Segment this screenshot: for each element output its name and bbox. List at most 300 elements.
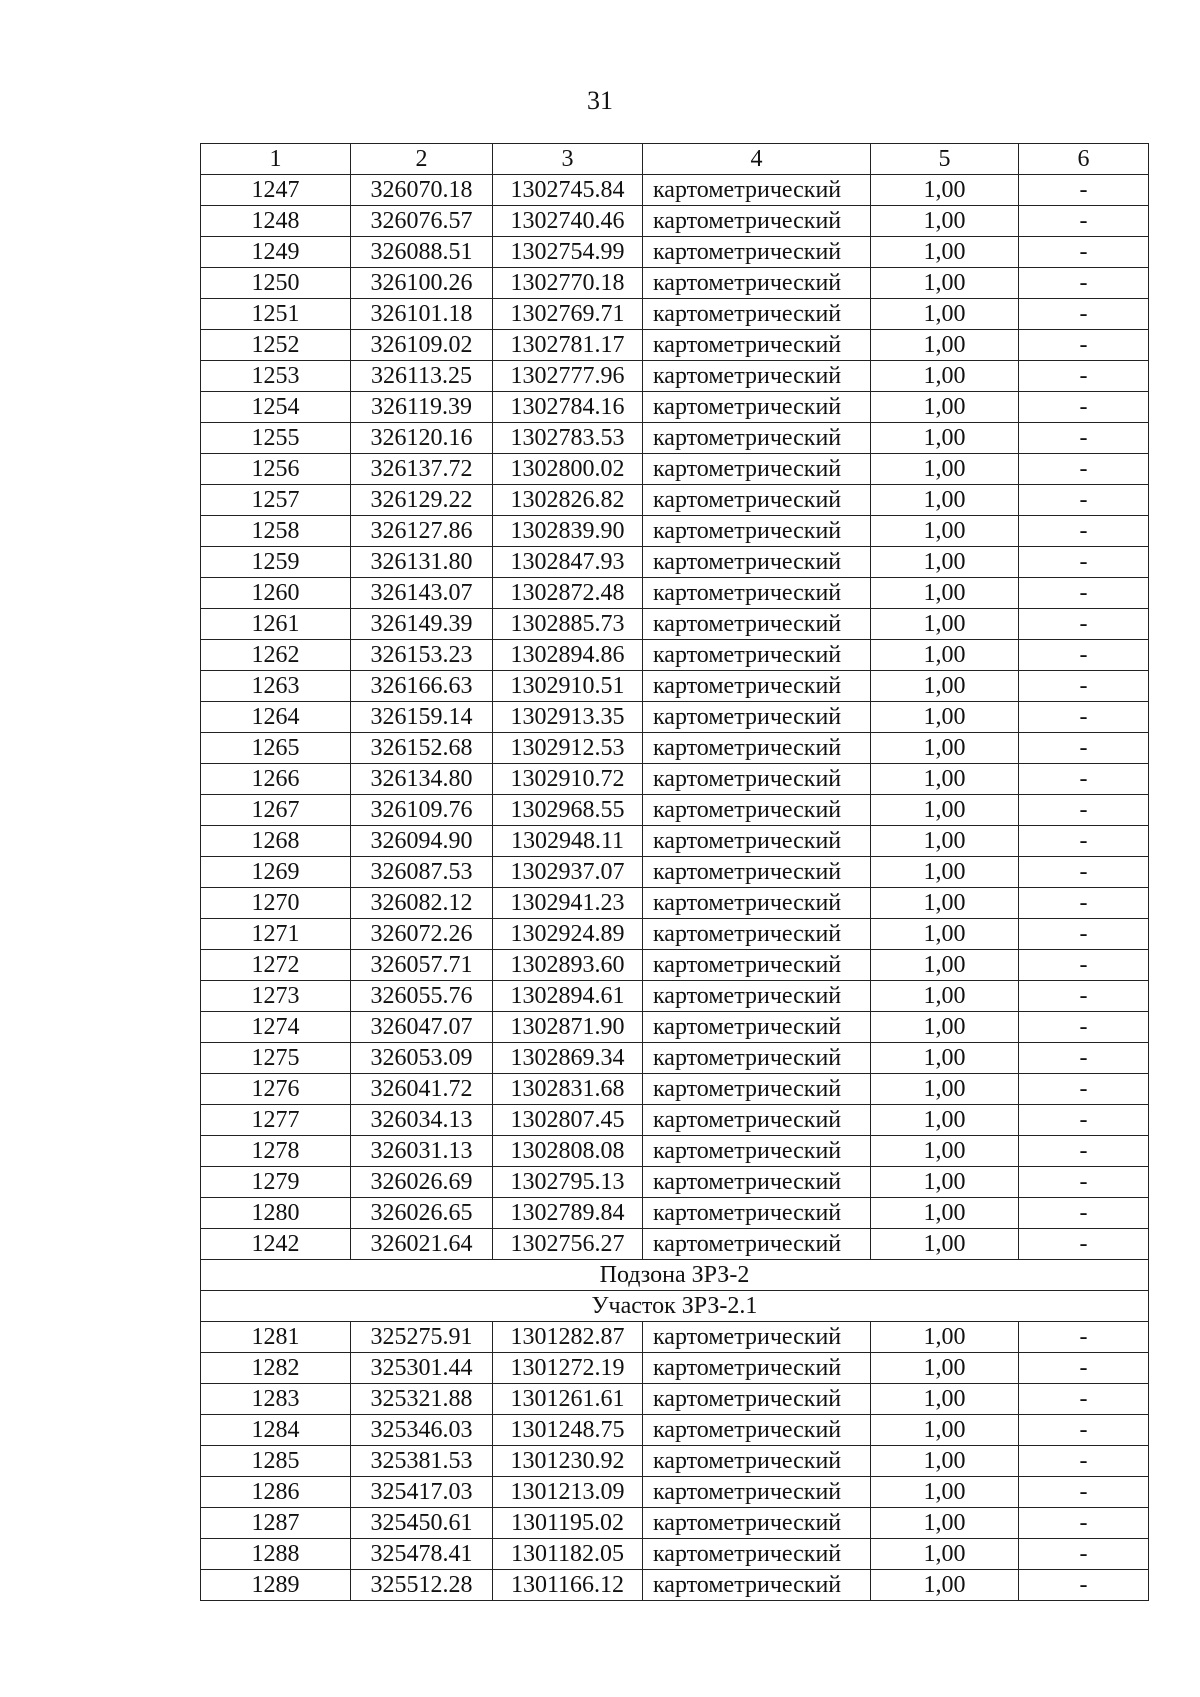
accuracy-cell: 1,00 [871,671,1019,702]
x-coordinate-cell: 326055.76 [351,981,493,1012]
table-row [201,1229,1149,1260]
x-coordinate-cell: 326149.39 [351,609,493,640]
description-cell: - [1019,702,1149,733]
description-cell: - [1019,1043,1149,1074]
accuracy-cell: 1,00 [871,1508,1019,1539]
x-coordinate-cell: 325478.41 [351,1539,493,1570]
method-cell: картометрический [643,1508,871,1539]
y-coordinate-cell: 1301248.75 [493,1415,643,1446]
accuracy-cell: 1,00 [871,857,1019,888]
y-coordinate-cell: 1302871.90 [493,1012,643,1043]
point-number-cell: 1267 [201,795,351,826]
accuracy-cell: 1,00 [871,361,1019,392]
point-number-cell: 1256 [201,454,351,485]
y-coordinate-cell: 1301282.87 [493,1322,643,1353]
x-coordinate-cell: 326082.12 [351,888,493,919]
description-cell: - [1019,671,1149,702]
point-number-cell: 1277 [201,1105,351,1136]
point-number-cell: 1287 [201,1508,351,1539]
point-number-cell: 1269 [201,857,351,888]
y-coordinate-cell: 1302777.96 [493,361,643,392]
accuracy-cell: 1,00 [871,299,1019,330]
x-coordinate-cell: 325417.03 [351,1477,493,1508]
table-row [201,175,1149,206]
point-number-cell: 1273 [201,981,351,1012]
table-row [201,1446,1149,1477]
method-cell: картометрический [643,1539,871,1570]
description-cell: - [1019,423,1149,454]
table-row [201,1539,1149,1570]
description-cell: - [1019,237,1149,268]
table-row [201,1167,1149,1198]
y-coordinate-cell: 1301182.05 [493,1539,643,1570]
x-coordinate-cell: 326101.18 [351,299,493,330]
accuracy-cell: 1,00 [871,578,1019,609]
x-coordinate-cell: 325346.03 [351,1415,493,1446]
table-row [201,764,1149,795]
y-coordinate-cell: 1302910.51 [493,671,643,702]
accuracy-cell: 1,00 [871,1012,1019,1043]
x-coordinate-cell: 325512.28 [351,1570,493,1601]
point-number-cell: 1276 [201,1074,351,1105]
x-coordinate-cell: 326076.57 [351,206,493,237]
table-row [201,671,1149,702]
x-coordinate-cell: 326072.26 [351,919,493,950]
description-cell: - [1019,1229,1149,1260]
y-coordinate-cell: 1302913.35 [493,702,643,733]
accuracy-cell: 1,00 [871,826,1019,857]
method-cell: картометрический [643,330,871,361]
accuracy-cell: 1,00 [871,1415,1019,1446]
accuracy-cell: 1,00 [871,516,1019,547]
y-coordinate-cell: 1302941.23 [493,888,643,919]
table-row [201,826,1149,857]
method-cell: картометрический [643,1415,871,1446]
y-coordinate-cell: 1302894.86 [493,640,643,671]
accuracy-cell: 1,00 [871,1477,1019,1508]
accuracy-cell: 1,00 [871,454,1019,485]
x-coordinate-cell: 326026.65 [351,1198,493,1229]
point-number-cell: 1264 [201,702,351,733]
x-coordinate-cell: 326053.09 [351,1043,493,1074]
description-cell: - [1019,733,1149,764]
y-coordinate-cell: 1301195.02 [493,1508,643,1539]
header-cell: 2 [351,144,493,175]
description-cell: - [1019,1539,1149,1570]
description-cell: - [1019,1012,1149,1043]
y-coordinate-cell: 1302808.08 [493,1136,643,1167]
x-coordinate-cell: 326087.53 [351,857,493,888]
accuracy-cell: 1,00 [871,609,1019,640]
point-number-cell: 1251 [201,299,351,330]
accuracy-cell: 1,00 [871,423,1019,454]
description-cell: - [1019,1105,1149,1136]
point-number-cell: 1272 [201,950,351,981]
accuracy-cell: 1,00 [871,950,1019,981]
x-coordinate-cell: 326026.69 [351,1167,493,1198]
x-coordinate-cell: 326137.72 [351,454,493,485]
description-cell: - [1019,1167,1149,1198]
y-coordinate-cell: 1302770.18 [493,268,643,299]
method-cell: картометрический [643,175,871,206]
method-cell: картометрический [643,795,871,826]
y-coordinate-cell: 1302807.45 [493,1105,643,1136]
method-cell: картометрический [643,857,871,888]
x-coordinate-cell: 325381.53 [351,1446,493,1477]
y-coordinate-cell: 1302894.61 [493,981,643,1012]
method-cell: картометрический [643,919,871,950]
method-cell: картометрический [643,1446,871,1477]
x-coordinate-cell: 325450.61 [351,1508,493,1539]
accuracy-cell: 1,00 [871,392,1019,423]
table-row [201,702,1149,733]
description-cell: - [1019,485,1149,516]
point-number-cell: 1249 [201,237,351,268]
method-cell: картометрический [643,950,871,981]
method-cell: картометрический [643,485,871,516]
accuracy-cell: 1,00 [871,1167,1019,1198]
table-row [201,733,1149,764]
y-coordinate-cell: 1302784.16 [493,392,643,423]
x-coordinate-cell: 325275.91 [351,1322,493,1353]
y-coordinate-cell: 1301230.92 [493,1446,643,1477]
method-cell: картометрический [643,702,871,733]
y-coordinate-cell: 1302885.73 [493,609,643,640]
table-row [201,609,1149,640]
point-number-cell: 1288 [201,1539,351,1570]
point-number-cell: 1266 [201,764,351,795]
table-row [201,888,1149,919]
table-row [201,485,1149,516]
x-coordinate-cell: 326047.07 [351,1012,493,1043]
point-number-cell: 1283 [201,1384,351,1415]
description-cell: - [1019,640,1149,671]
table-row [201,1043,1149,1074]
accuracy-cell: 1,00 [871,1570,1019,1601]
accuracy-cell: 1,00 [871,237,1019,268]
y-coordinate-cell: 1302968.55 [493,795,643,826]
table-row [201,423,1149,454]
method-cell: картометрический [643,454,871,485]
table-row [201,1353,1149,1384]
table-row [201,1415,1149,1446]
y-coordinate-cell: 1301261.61 [493,1384,643,1415]
method-cell: картометрический [643,1012,871,1043]
point-number-cell: 1271 [201,919,351,950]
point-number-cell: 1284 [201,1415,351,1446]
x-coordinate-cell: 326031.13 [351,1136,493,1167]
accuracy-cell: 1,00 [871,702,1019,733]
x-coordinate-cell: 326129.22 [351,485,493,516]
description-cell: - [1019,795,1149,826]
x-coordinate-cell: 326088.51 [351,237,493,268]
y-coordinate-cell: 1302754.99 [493,237,643,268]
accuracy-cell: 1,00 [871,1198,1019,1229]
point-number-cell: 1263 [201,671,351,702]
method-cell: картометрический [643,1353,871,1384]
table-row [201,1570,1149,1601]
point-number-cell: 1257 [201,485,351,516]
y-coordinate-cell: 1302756.27 [493,1229,643,1260]
x-coordinate-cell: 326153.23 [351,640,493,671]
accuracy-cell: 1,00 [871,1136,1019,1167]
table-row [201,268,1149,299]
method-cell: картометрический [643,640,871,671]
accuracy-cell: 1,00 [871,268,1019,299]
description-cell: - [1019,1353,1149,1384]
table-row [201,1477,1149,1508]
x-coordinate-cell: 326057.71 [351,950,493,981]
method-cell: картометрический [643,888,871,919]
x-coordinate-cell: 326041.72 [351,1074,493,1105]
point-number-cell: 1265 [201,733,351,764]
description-cell: - [1019,268,1149,299]
description-cell: - [1019,175,1149,206]
accuracy-cell: 1,00 [871,1384,1019,1415]
coordinates-table-body [201,144,1149,1601]
method-cell: картометрический [643,268,871,299]
y-coordinate-cell: 1302783.53 [493,423,643,454]
table-row [201,1136,1149,1167]
point-number-cell: 1252 [201,330,351,361]
description-cell: - [1019,454,1149,485]
method-cell: картометрический [643,237,871,268]
table-row [201,981,1149,1012]
point-number-cell: 1282 [201,1353,351,1384]
point-number-cell: 1255 [201,423,351,454]
description-cell: - [1019,1322,1149,1353]
point-number-cell: 1268 [201,826,351,857]
method-cell: картометрический [643,1570,871,1601]
y-coordinate-cell: 1302781.17 [493,330,643,361]
point-number-cell: 1247 [201,175,351,206]
x-coordinate-cell: 326131.80 [351,547,493,578]
method-cell: картометрический [643,981,871,1012]
y-coordinate-cell: 1302948.11 [493,826,643,857]
point-number-cell: 1260 [201,578,351,609]
table-row [201,1384,1149,1415]
description-cell: - [1019,950,1149,981]
y-coordinate-cell: 1302893.60 [493,950,643,981]
description-cell: - [1019,609,1149,640]
x-coordinate-cell: 326119.39 [351,392,493,423]
method-cell: картометрический [643,1105,871,1136]
accuracy-cell: 1,00 [871,1322,1019,1353]
y-coordinate-cell: 1302912.53 [493,733,643,764]
description-cell: - [1019,516,1149,547]
table-row [201,1074,1149,1105]
description-cell: - [1019,888,1149,919]
header-cell: 4 [643,144,871,175]
method-cell: картометрический [643,206,871,237]
accuracy-cell: 1,00 [871,1105,1019,1136]
description-cell: - [1019,1446,1149,1477]
point-number-cell: 1278 [201,1136,351,1167]
x-coordinate-cell: 326113.25 [351,361,493,392]
description-cell: - [1019,1570,1149,1601]
table-row [201,795,1149,826]
method-cell: картометрический [643,671,871,702]
x-coordinate-cell: 326152.68 [351,733,493,764]
description-cell: - [1019,361,1149,392]
x-coordinate-cell: 326120.16 [351,423,493,454]
method-cell: картометрический [643,1229,871,1260]
description-cell: - [1019,1477,1149,1508]
description-cell: - [1019,1508,1149,1539]
subzone-heading: Подзона ЗРЗ-2 [201,1260,1149,1291]
method-cell: картометрический [643,1074,871,1105]
accuracy-cell: 1,00 [871,330,1019,361]
method-cell: картометрический [643,609,871,640]
y-coordinate-cell: 1302910.72 [493,764,643,795]
description-cell: - [1019,547,1149,578]
point-number-cell: 1259 [201,547,351,578]
description-cell: - [1019,1198,1149,1229]
header-cell: 5 [871,144,1019,175]
y-coordinate-cell: 1301272.19 [493,1353,643,1384]
y-coordinate-cell: 1302789.84 [493,1198,643,1229]
x-coordinate-cell: 326134.80 [351,764,493,795]
point-number-cell: 1289 [201,1570,351,1601]
y-coordinate-cell: 1301213.09 [493,1477,643,1508]
method-cell: картометрический [643,764,871,795]
x-coordinate-cell: 326166.63 [351,671,493,702]
description-cell: - [1019,578,1149,609]
y-coordinate-cell: 1302740.46 [493,206,643,237]
table-row [201,919,1149,950]
method-cell: картометрический [643,1136,871,1167]
table-row [201,547,1149,578]
method-cell: картометрический [643,1477,871,1508]
y-coordinate-cell: 1302869.34 [493,1043,643,1074]
method-cell: картометрический [643,392,871,423]
header-cell: 6 [1019,144,1149,175]
table-row [201,950,1149,981]
point-number-cell: 1270 [201,888,351,919]
method-cell: картометрический [643,423,871,454]
accuracy-cell: 1,00 [871,206,1019,237]
x-coordinate-cell: 326109.02 [351,330,493,361]
point-number-cell: 1250 [201,268,351,299]
table-row [201,857,1149,888]
x-coordinate-cell: 326100.26 [351,268,493,299]
y-coordinate-cell: 1302769.71 [493,299,643,330]
table-row [201,1012,1149,1043]
method-cell: картометрический [643,578,871,609]
point-number-cell: 1253 [201,361,351,392]
y-coordinate-cell: 1302924.89 [493,919,643,950]
coordinates-table [200,143,1149,1601]
y-coordinate-cell: 1302745.84 [493,175,643,206]
method-cell: картометрический [643,299,871,330]
description-cell: - [1019,1384,1149,1415]
accuracy-cell: 1,00 [871,1539,1019,1570]
y-coordinate-cell: 1302800.02 [493,454,643,485]
x-coordinate-cell: 325301.44 [351,1353,493,1384]
description-cell: - [1019,392,1149,423]
x-coordinate-cell: 326143.07 [351,578,493,609]
description-cell: - [1019,857,1149,888]
method-cell: картометрический [643,826,871,857]
x-coordinate-cell: 326159.14 [351,702,493,733]
x-coordinate-cell: 326021.64 [351,1229,493,1260]
accuracy-cell: 1,00 [871,1074,1019,1105]
description-cell: - [1019,764,1149,795]
y-coordinate-cell: 1302872.48 [493,578,643,609]
method-cell: картометрический [643,516,871,547]
description-cell: - [1019,919,1149,950]
y-coordinate-cell: 1302839.90 [493,516,643,547]
point-number-cell: 1258 [201,516,351,547]
page-number: 31 [587,86,613,115]
method-cell: картометрический [643,733,871,764]
x-coordinate-cell: 326094.90 [351,826,493,857]
table-row [201,578,1149,609]
point-number-cell: 1274 [201,1012,351,1043]
table-row [201,1322,1149,1353]
table-row [201,237,1149,268]
accuracy-cell: 1,00 [871,1043,1019,1074]
plot-heading: Участок ЗРЗ-2.1 [201,1291,1149,1322]
point-number-cell: 1242 [201,1229,351,1260]
accuracy-cell: 1,00 [871,1229,1019,1260]
x-coordinate-cell: 326127.86 [351,516,493,547]
description-cell: - [1019,330,1149,361]
description-cell: - [1019,1074,1149,1105]
table-row [201,1105,1149,1136]
accuracy-cell: 1,00 [871,175,1019,206]
point-number-cell: 1261 [201,609,351,640]
table-row [201,392,1149,423]
plot-heading-row [201,1291,1149,1322]
subzone-heading-row [201,1260,1149,1291]
method-cell: картометрический [643,361,871,392]
accuracy-cell: 1,00 [871,795,1019,826]
point-number-cell: 1279 [201,1167,351,1198]
accuracy-cell: 1,00 [871,1353,1019,1384]
accuracy-cell: 1,00 [871,764,1019,795]
table-row [201,299,1149,330]
accuracy-cell: 1,00 [871,919,1019,950]
accuracy-cell: 1,00 [871,640,1019,671]
point-number-cell: 1281 [201,1322,351,1353]
header-cell: 1 [201,144,351,175]
method-cell: картометрический [643,547,871,578]
accuracy-cell: 1,00 [871,888,1019,919]
header-cell: 3 [493,144,643,175]
method-cell: картометрический [643,1043,871,1074]
y-coordinate-cell: 1302847.93 [493,547,643,578]
point-number-cell: 1285 [201,1446,351,1477]
method-cell: картометрический [643,1322,871,1353]
table-row [201,330,1149,361]
table-row [201,1198,1149,1229]
description-cell: - [1019,299,1149,330]
table-row [201,640,1149,671]
point-number-cell: 1275 [201,1043,351,1074]
x-coordinate-cell: 326070.18 [351,175,493,206]
point-number-cell: 1286 [201,1477,351,1508]
table-row [201,1508,1149,1539]
accuracy-cell: 1,00 [871,1446,1019,1477]
y-coordinate-cell: 1302795.13 [493,1167,643,1198]
method-cell: картометрический [643,1198,871,1229]
x-coordinate-cell: 326034.13 [351,1105,493,1136]
y-coordinate-cell: 1301166.12 [493,1570,643,1601]
point-number-cell: 1254 [201,392,351,423]
x-coordinate-cell: 325321.88 [351,1384,493,1415]
method-cell: картометрический [643,1167,871,1198]
